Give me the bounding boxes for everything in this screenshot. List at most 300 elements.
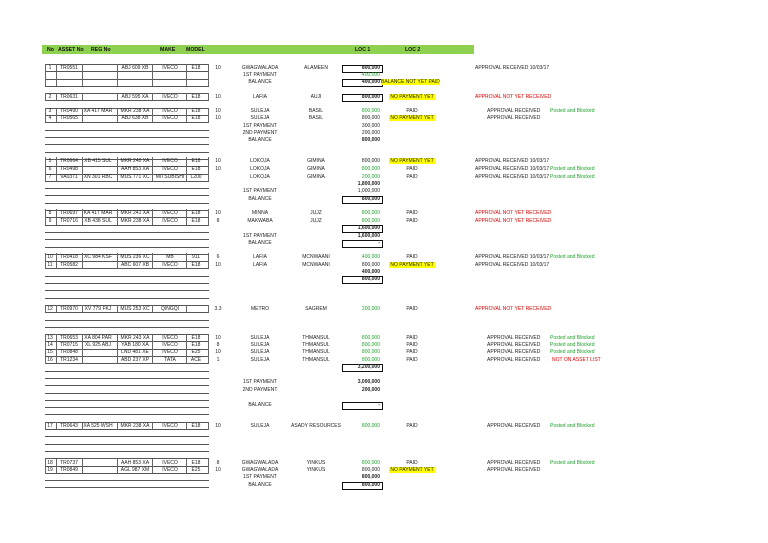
table-cell: IVECO [162, 93, 178, 100]
amount-cell: 400,000 [361, 71, 380, 78]
table-cell: E25 [191, 466, 201, 473]
table-cell: E18 [191, 209, 201, 216]
grid-row-line [45, 451, 209, 452]
table-cell: MINNA [251, 209, 269, 216]
table-cell: 3 [48, 107, 52, 114]
table-cell: GWAGWALADA [241, 459, 279, 466]
table-cell: 18 [47, 459, 53, 466]
table-cell: TR0498 [60, 165, 78, 172]
table-cell: E18 [191, 341, 201, 348]
grid-column-line [186, 93, 187, 101]
grid-row-line [45, 444, 209, 445]
grid-row-line [45, 152, 209, 153]
table-cell: 11 [47, 261, 53, 268]
table-cell: TR1234 [60, 356, 78, 363]
payment-status-cell: PAID [406, 217, 418, 224]
table-cell: TR0490 [60, 107, 78, 114]
amount-cell: 400,000 [361, 253, 380, 260]
table-cell: 9 [48, 217, 52, 224]
grid-row-line [45, 188, 209, 189]
grid-column-line [45, 64, 46, 86]
table-cell: SULEJA [250, 348, 270, 355]
grid-column-line [45, 209, 46, 225]
table-cell: TR0643 [60, 422, 78, 429]
table-cell: E18 [191, 64, 201, 71]
grid-column-line [117, 93, 118, 101]
table-cell: IVECO [162, 459, 178, 466]
col-header-model: MODEL [186, 47, 205, 53]
grid-row-line [45, 144, 209, 145]
grid-column-line [45, 93, 46, 101]
grid-row-line [45, 276, 209, 277]
table-cell: XA 525 WSH [83, 422, 113, 429]
table-cell: 911 [192, 253, 200, 260]
grid-column-line [208, 157, 209, 181]
table-cell: 17 [47, 422, 53, 429]
payment-status-cell: NO PAYMENT YET [390, 466, 434, 473]
amount-cell: 800,000 [361, 473, 380, 480]
table-cell: IVECO [162, 341, 178, 348]
grid-row-line [45, 100, 209, 101]
approval-status-cell: APPROVAL RECEIVED [487, 466, 541, 473]
table-cell: MCNWAANI [302, 253, 330, 260]
table-cell: BALANCE [248, 78, 272, 85]
table-cell: MCNWAANI [302, 261, 330, 268]
table-cell: AGL 987 XM [120, 466, 150, 473]
table-cell: IVECO [162, 64, 178, 71]
table-cell: 1ST PAYMENT [243, 378, 277, 385]
grid-column-line [152, 334, 153, 364]
amount-cell: - [378, 401, 380, 408]
grid-column-line [82, 305, 83, 313]
amount-cell: 800,000 [361, 136, 380, 143]
table-cell: TR0418 [60, 253, 78, 260]
table-cell: LND 481 XE [121, 348, 149, 355]
table-cell: 10 [215, 422, 221, 429]
table-cell: MKR 238 XA [120, 422, 150, 429]
grid-column-line [56, 93, 57, 101]
table-cell: E18 [191, 114, 201, 121]
table-cell: TR0664 [60, 157, 78, 164]
table-cell: 7 [48, 173, 52, 180]
grid-column-line [208, 459, 209, 474]
table-cell: XL 925 ABJ [85, 341, 111, 348]
table-cell: MKR 238 XA [120, 217, 150, 224]
amount-cell: 300,000 [361, 122, 380, 129]
amount-cell: 800,000 [361, 275, 380, 282]
grid-row-line [45, 79, 209, 80]
grid-row-line [45, 393, 209, 394]
table-cell: 8 [216, 459, 220, 466]
grid-column-line [56, 209, 57, 225]
table-cell: 3.3 [214, 305, 222, 312]
payment-status-cell: BALANCE NOT YET PAID [381, 78, 440, 85]
amount-cell: 800,000 [361, 459, 380, 466]
table-cell: 5 [48, 157, 52, 164]
col-header-asset-no: ASSET No [58, 47, 84, 53]
approval-status-cell: APPROVAL RECEIVED 10/03/17 [475, 165, 550, 172]
table-cell: SULEJA [250, 107, 270, 114]
amount-cell: 800,000 [361, 114, 380, 121]
table-cell: TR0631 [60, 93, 78, 100]
approval-status-cell: Posted and Blocked [550, 107, 595, 114]
approval-status-cell: APPROVAL RECEIVED [487, 459, 541, 466]
table-cell: 1ST PAYMENT [243, 473, 277, 480]
amount-cell: 200,000 [361, 129, 380, 136]
table-cell: ASADY RESOURCES [291, 422, 341, 429]
table-cell: IVECO [162, 422, 178, 429]
table-cell: MKR 241 XA [120, 209, 150, 216]
grid-column-line [82, 64, 83, 86]
table-cell: 1 [48, 64, 52, 71]
approval-status-cell: APPROVAL RECEIVED [487, 107, 541, 114]
grid-column-line [186, 459, 187, 474]
grid-column-line [45, 108, 46, 122]
table-cell: 1ST PAYMENT [243, 232, 277, 239]
table-cell: TR0848 [60, 348, 78, 355]
table-cell: VA0371 [60, 173, 78, 180]
col-header-make: MAKE [160, 47, 176, 53]
table-cell: MKR 240 XA [120, 157, 150, 164]
table-cell: IVECO [162, 334, 178, 341]
grid-column-line [45, 422, 46, 430]
approval-status-cell: APPROVAL RECEIVED [487, 348, 541, 355]
grid-column-line [82, 253, 83, 269]
grid-column-line [208, 93, 209, 101]
grid-column-line [186, 422, 187, 430]
approval-status-cell: APPROVAL RECEIVED 10/03/17 [475, 261, 550, 268]
table-cell: 10 [215, 209, 221, 216]
table-cell: ALAMEEN [304, 64, 328, 71]
payment-status-cell: PAID [406, 459, 418, 466]
table-cell: GWAGWALADA [241, 64, 279, 71]
approval-status-cell: APPROVAL RECEIVED [487, 341, 541, 348]
amount-cell: 400,000 [361, 78, 380, 85]
grid-column-line [186, 157, 187, 181]
table-cell: TR0849 [60, 466, 78, 473]
approval-status-cell: Posted and Blocked [550, 341, 595, 348]
payment-status-cell: PAID [406, 173, 418, 180]
grid-column-line [56, 108, 57, 122]
table-cell: XV 779 FKJ [84, 305, 112, 312]
grid-column-line [82, 334, 83, 364]
grid-row-line [45, 480, 209, 481]
table-cell: XB 438 SUL [84, 217, 112, 224]
table-cell: 10 [215, 334, 221, 341]
table-cell: AUJI [310, 93, 322, 100]
table-cell: MAKWABA [247, 217, 273, 224]
payment-status-cell: PAID [406, 356, 418, 363]
grid-row-line [45, 290, 209, 291]
table-cell: LAFIA [253, 93, 267, 100]
table-cell: 1 [216, 356, 220, 363]
grid-column-line [152, 422, 153, 430]
table-cell: TR0970 [60, 305, 78, 312]
grid-column-line [56, 64, 57, 86]
grid-column-line [82, 459, 83, 474]
table-cell: E18 [191, 107, 201, 114]
col-header-no: No [47, 47, 54, 53]
table-cell: E18 [191, 334, 201, 341]
approval-status-cell: APPROVAL RECEIVED 10/03/17 [475, 157, 550, 164]
amount-cell: 200,000 [361, 173, 380, 180]
table-cell: TR0697 [60, 209, 78, 216]
table-cell: ABC 607 XB [120, 261, 150, 268]
table-cell: 2ND PAYMENT [242, 386, 278, 393]
table-cell: 8 [216, 217, 220, 224]
table-cell: 10 [215, 348, 221, 355]
table-cell: IVECO [162, 114, 178, 121]
table-cell: ABJ 609 XB [121, 64, 149, 71]
payment-status-cell: PAID [406, 422, 418, 429]
grid-row-line [45, 371, 209, 372]
grid-column-line [117, 108, 118, 122]
grid-column-line [82, 93, 83, 101]
payment-status-cell: PAID [406, 348, 418, 355]
table-cell: 13 [47, 334, 53, 341]
grid-column-line [117, 334, 118, 364]
table-cell: GWAGWALADA [241, 466, 279, 473]
grid-row-line [45, 181, 209, 182]
table-cell: IVECO [162, 107, 178, 114]
grid-column-line [152, 157, 153, 181]
col-header-loc1: LOC 1 [355, 47, 371, 53]
table-cell: XA 417 MAR [83, 107, 113, 114]
payment-status-cell: NO PAYMENT YET [390, 114, 434, 121]
table-cell: AAH 853 XA [120, 459, 150, 466]
grid-row-line [45, 247, 209, 248]
table-cell: TR0716 [60, 217, 78, 224]
table-cell: BASIL [308, 107, 324, 114]
grid-column-line [208, 422, 209, 430]
table-cell: GIMINA [307, 165, 325, 172]
payment-status-cell: PAID [406, 305, 418, 312]
approval-status-cell: APPROVAL NOT YET RECEIVED [475, 209, 552, 216]
grid-row-line [45, 130, 209, 131]
table-cell: BALANCE [248, 195, 272, 202]
grid-column-line [56, 422, 57, 430]
amount-cell: 800,000 [361, 261, 380, 268]
amount-border-box [342, 240, 383, 248]
payment-status-cell: NO PAYMENT YET [390, 157, 434, 164]
grid-row-line [45, 436, 209, 437]
table-cell: L200 [190, 173, 202, 180]
table-cell: SAGREM [305, 305, 327, 312]
payment-status-cell: PAID [406, 334, 418, 341]
grid-row-line [45, 122, 209, 123]
grid-row-line [45, 283, 209, 284]
table-cell: MUS 236 XC [120, 253, 150, 260]
amount-cell: 800,000 [361, 195, 380, 202]
table-cell: JUJZ [310, 217, 322, 224]
grid-column-line [45, 253, 46, 269]
amount-cell: 1,800,000 [357, 180, 380, 187]
grid-column-line [186, 64, 187, 86]
approval-status-cell: Posted and Blocked [550, 334, 595, 341]
table-cell: LOKOJA [250, 173, 270, 180]
table-cell: THMANSUL [302, 341, 330, 348]
amount-cell: 800,000 [361, 157, 380, 164]
table-cell: 10 [47, 253, 53, 260]
payment-status-cell: PAID [406, 107, 418, 114]
grid-column-line [56, 334, 57, 364]
table-cell: E18 [191, 459, 201, 466]
table-cell: 1ST PAYMENT [243, 71, 277, 78]
grid-column-line [117, 305, 118, 313]
grid-column-line [56, 157, 57, 181]
table-cell: 1ST PAYMENT [243, 122, 277, 129]
table-cell: MKR 243 XA [120, 334, 150, 341]
table-cell: 19 [47, 466, 53, 473]
table-cell: IVECO [162, 466, 178, 473]
grid-row-line [45, 407, 209, 408]
table-cell: YAB 180 XA [121, 341, 149, 348]
table-cell: MB [166, 253, 174, 260]
table-cell: 10 [215, 93, 221, 100]
amount-cell: 800,000 [361, 64, 380, 71]
table-cell: 10 [215, 165, 221, 172]
table-cell: SULEJA [250, 114, 270, 121]
table-cell: 4 [48, 114, 52, 121]
table-cell: ABJ 595 XA [121, 93, 149, 100]
amount-border-box [342, 402, 383, 410]
grid-row-line [45, 363, 209, 364]
grid-column-line [152, 253, 153, 269]
grid-column-line [208, 209, 209, 225]
grid-column-line [208, 253, 209, 269]
grid-column-line [56, 305, 57, 313]
grid-row-line [45, 400, 209, 401]
table-cell: BALANCE [248, 401, 272, 408]
table-cell: THMANSUL [302, 334, 330, 341]
amount-cell: 800,000 [361, 93, 380, 100]
table-cell: IVECO [162, 157, 178, 164]
table-cell: E18 [191, 93, 201, 100]
table-cell: TATA [164, 356, 176, 363]
table-cell: YINKUS [306, 466, 326, 473]
grid-column-line [117, 157, 118, 181]
grid-row-line [45, 327, 209, 328]
grid-column-line [186, 305, 187, 313]
amount-cell: 800,000 [361, 466, 380, 473]
grid-column-line [45, 459, 46, 474]
amount-cell: 1,600,000 [357, 224, 380, 231]
table-cell: BALANCE [248, 136, 272, 143]
table-cell: ABJ 638 XB [121, 114, 149, 121]
table-cell: TR0737 [60, 459, 78, 466]
grid-row-line [45, 239, 209, 240]
grid-column-line [117, 459, 118, 474]
amount-cell: 800,000 [361, 334, 380, 341]
table-cell: 2 [48, 93, 52, 100]
amount-cell: - [378, 239, 380, 246]
approval-status-cell: APPROVAL RECEIVED 10/03/17 [475, 253, 550, 260]
amount-cell: 800,000 [361, 165, 380, 172]
grid-column-line [208, 64, 209, 86]
table-cell: GIMINA [307, 157, 325, 164]
table-cell: XA 804 PAR [84, 334, 112, 341]
table-cell: IVECO [162, 261, 178, 268]
grid-column-line [117, 422, 118, 430]
table-cell: XN 301 RBC [83, 173, 113, 180]
approval-status-cell: Posted and Blocked [550, 422, 595, 429]
payment-status-cell: PAID [406, 253, 418, 260]
approval-status-cell: APPROVAL RECEIVED [487, 334, 541, 341]
grid-row-line [45, 414, 209, 415]
payment-status-cell: NO PAYMENT YET [390, 261, 434, 268]
payment-status-cell: PAID [406, 165, 418, 172]
table-cell: 8 [216, 341, 220, 348]
amount-cell: 200,000 [361, 386, 380, 393]
grid-column-line [186, 253, 187, 269]
table-cell: 15 [47, 348, 53, 355]
approval-status-cell: Posted and Blocked [550, 348, 595, 355]
table-cell: E25 [191, 348, 201, 355]
grid-row-line [45, 203, 209, 204]
approval-status-cell: Posted and Blocked [550, 165, 595, 172]
table-cell: 6 [216, 253, 220, 260]
table-cell: 6 [48, 165, 52, 172]
approval-status-cell: APPROVAL NOT YET RECEIVED [475, 217, 552, 224]
payment-status-cell: NO PAYMENT YET [390, 93, 434, 100]
table-cell: TR0565 [60, 114, 78, 121]
table-cell: ACE [190, 356, 202, 363]
grid-column-line [56, 459, 57, 474]
grid-column-line [208, 334, 209, 364]
approval-status-cell: APPROVAL NOT YET RECEIVED [475, 305, 552, 312]
grid-column-line [45, 305, 46, 313]
table-cell: 8 [48, 209, 52, 216]
amount-cell: 200,000 [361, 305, 380, 312]
grid-column-line [45, 334, 46, 364]
table-cell: MITSUBISHI [155, 173, 185, 180]
table-cell: THMANSUL [302, 348, 330, 355]
grid-column-line [186, 334, 187, 364]
table-cell: 10 [215, 157, 221, 164]
table-cell: 10 [215, 261, 221, 268]
table-cell: LOKOJA [250, 157, 270, 164]
table-cell: THMANSUL [302, 356, 330, 363]
grid-row-line [45, 320, 209, 321]
amount-cell: 800,000 [361, 217, 380, 224]
table-cell: E18 [191, 157, 201, 164]
table-cell: 10 [215, 64, 221, 71]
table-cell: LAFIA [253, 261, 267, 268]
table-cell: IVECO [162, 217, 178, 224]
approval-status-cell: APPROVAL RECEIVED [487, 422, 541, 429]
grid-column-line [117, 64, 118, 86]
amount-cell: 3,200,000 [357, 363, 380, 370]
table-cell: E18 [191, 217, 201, 224]
grid-column-line [208, 305, 209, 313]
table-cell: TR0653 [60, 334, 78, 341]
approval-status-cell: APPROVAL RECEIVED [487, 356, 541, 363]
grid-column-line [152, 93, 153, 101]
grid-row-line [45, 71, 209, 72]
table-cell: 10 [215, 466, 221, 473]
table-cell: LOKOJA [250, 165, 270, 172]
grid-row-line [45, 298, 209, 299]
grid-column-line [56, 253, 57, 269]
grid-row-line [45, 232, 209, 233]
amount-cell: 1,000,000 [357, 187, 380, 194]
table-cell: IVECO [162, 348, 178, 355]
table-cell: MUS 771 XC [120, 173, 150, 180]
grid-column-line [152, 108, 153, 122]
grid-column-line [186, 108, 187, 122]
table-cell: SULEJA [250, 356, 270, 363]
table-cell: METRO [250, 305, 270, 312]
